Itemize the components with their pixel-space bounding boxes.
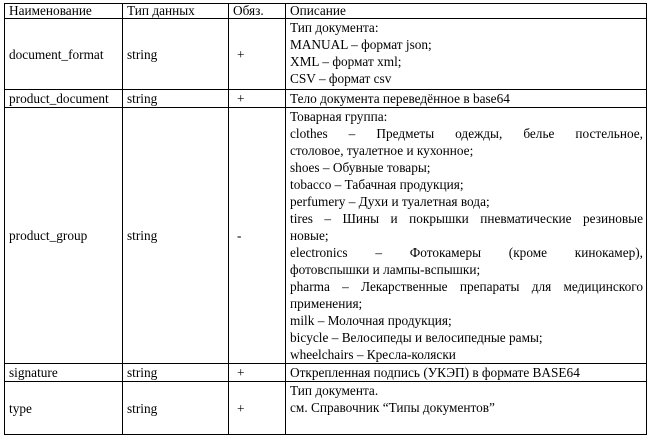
description-line: CSV – формат csv [290, 71, 392, 86]
cell-required: + [229, 90, 286, 108]
cell-name: signature [5, 364, 123, 382]
cell-name: type [5, 382, 123, 435]
description-line: tobacco – Табачная продукция; [290, 177, 464, 192]
table-row-product-document [5, 90, 647, 108]
table-row-document-format [5, 19, 647, 90]
description-line: столовое, туалетное и кухонное; [290, 143, 474, 158]
table-row-product-group [5, 108, 647, 364]
description-line: применения; [290, 296, 363, 311]
header-type: Тип данных [123, 4, 229, 19]
cell-type: string [123, 382, 229, 435]
cell-description [286, 364, 647, 382]
cell-name: document_format [5, 19, 123, 90]
description-line: shoes – Обувные товары; [290, 160, 431, 175]
cell-required: + [229, 382, 286, 435]
description-line: pharma – Лекарственные препараты для медицинского [290, 279, 643, 294]
cell-required: - [229, 108, 286, 364]
table-row-signature [5, 364, 647, 382]
cell-required: + [229, 364, 286, 382]
cell-type: string [123, 364, 229, 382]
cell-name: product_document [5, 90, 123, 108]
description-line: tires – Шины и покрышки пневматические резиновые [290, 211, 643, 226]
description-line: clothes – Предметы одежды, белье постельное, [290, 126, 643, 141]
description-line: electronics – Фотокамеры (кроме кинокамер), [290, 245, 643, 260]
description-line: Тело документа переведённое в base64 [290, 91, 510, 106]
description-line: bicycle – Велосипеды и велосипедные рамы; [290, 330, 543, 345]
cell-type: string [123, 19, 229, 90]
cell-required: + [229, 19, 286, 90]
description-line: XML – формат xml; [290, 54, 402, 69]
description-line: новые; [290, 228, 329, 243]
description-line: Товарная группа: [290, 109, 388, 124]
description-line: фотовспышки и лампы-вспышки; [290, 262, 481, 277]
description-line: wheelchairs – Кресла-коляски [290, 347, 456, 362]
cell-description [286, 382, 647, 435]
description-line: perfumery – Духи и туалетная вода; [290, 194, 490, 209]
header-required: Обяз. [229, 4, 286, 19]
cell-type: string [123, 90, 229, 108]
cell-description [286, 19, 647, 90]
header-name: Наименование [5, 4, 123, 19]
cell-description [286, 90, 647, 108]
description-line: MANUAL – формат json; [290, 37, 432, 52]
header-description: Описание [286, 4, 647, 19]
description-line: см. Справочник “Типы документов” [290, 400, 495, 415]
description-line: milk – Молочная продукция; [290, 313, 452, 328]
table-row-type [5, 382, 647, 435]
cell-name: product_group [5, 108, 123, 364]
description-line: Тип документа. [290, 383, 379, 398]
cell-description [286, 108, 647, 364]
table-header-row [5, 4, 647, 19]
description-line: Открепленная подпись (УКЭП) в формате BASE64 [290, 365, 580, 380]
description-line: Тип документа: [290, 20, 379, 35]
cell-type: string [123, 108, 229, 364]
api-parameters-table [4, 3, 647, 435]
